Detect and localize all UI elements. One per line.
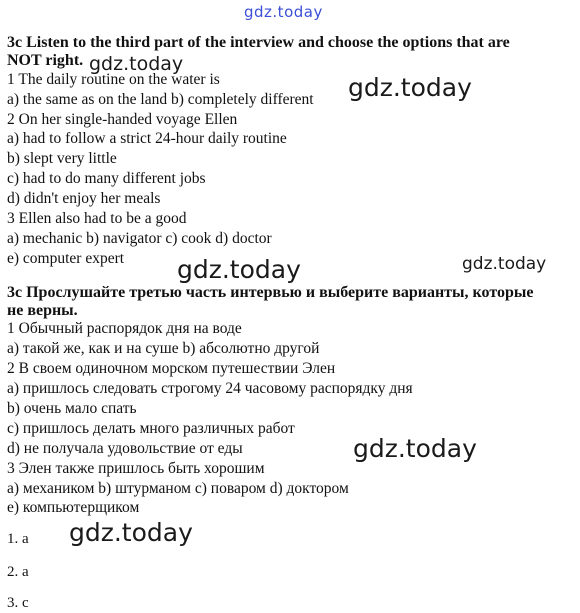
english-heading-line2: NOT right. (7, 52, 84, 69)
english-question-2-option-d: d) didn't enjoy her meals (7, 190, 161, 207)
watermark: gdz.today (353, 434, 477, 463)
answer-1: 1. a (7, 531, 29, 547)
english-heading-line1: 3c Listen to the third part of the interview and choose the options that are (7, 34, 510, 51)
russian-heading-line1: 3c Прослушайте третью часть интервью и выберите варианты, которые (7, 284, 534, 301)
english-question-3-option-e: e) computer expert (7, 250, 125, 267)
russian-question-2-option-a: а) пришлось следовать строгому 24 часовому распорядку дня (7, 380, 413, 397)
watermark: gdz.today (348, 73, 472, 102)
watermark: gdz.today (462, 254, 547, 274)
russian-question-3-option-e: e) компьютерщиком (7, 499, 140, 516)
english-question-3: 3 Ellen also had to be a good (7, 210, 187, 227)
english-question-1: 1 The daily routine on the water is (7, 71, 220, 88)
english-question-2-option-a: a) had to follow a strict 24-hour daily routine (7, 130, 287, 147)
russian-question-2: 2 В своем одиночном морском путешествии Элен (7, 360, 336, 377)
watermark: gdz.today (89, 53, 184, 75)
answer-2: 2. a (7, 564, 29, 580)
watermark: gdz.today (177, 255, 301, 284)
english-question-3-options: a) mechanic b) navigator c) cook d) doctor (7, 230, 272, 247)
russian-question-2-option-d: d) не получала удовольствие от еды (7, 440, 243, 457)
russian-question-1: 1 Обычный распорядок дня на воде (7, 320, 242, 337)
russian-question-1-options: а) такой же, как и на суше b) абсолютно другой (7, 340, 320, 357)
russian-question-3: 3 Элен также пришлось быть хорошим (7, 460, 265, 477)
watermark-top: gdz.today (244, 3, 323, 21)
english-question-2: 2 On her single-handed voyage Ellen (7, 111, 238, 128)
watermark: gdz.today (69, 518, 193, 547)
russian-question-2-option-c: c) пришлось делать много различных работ (7, 420, 295, 437)
english-question-1-options: a) the same as on the land b) completely different (7, 91, 314, 108)
russian-question-2-option-b: b) очень мало спать (7, 400, 137, 417)
russian-heading-line2: не верны. (7, 302, 78, 319)
russian-question-3-options: а) механиком b) штурманом c) поваром d) доктором (7, 480, 349, 497)
answer-3: 3. c (7, 595, 29, 611)
english-question-2-option-c: c) had to do many different jobs (7, 170, 206, 187)
english-question-2-option-b: b) slept very little (7, 150, 117, 167)
